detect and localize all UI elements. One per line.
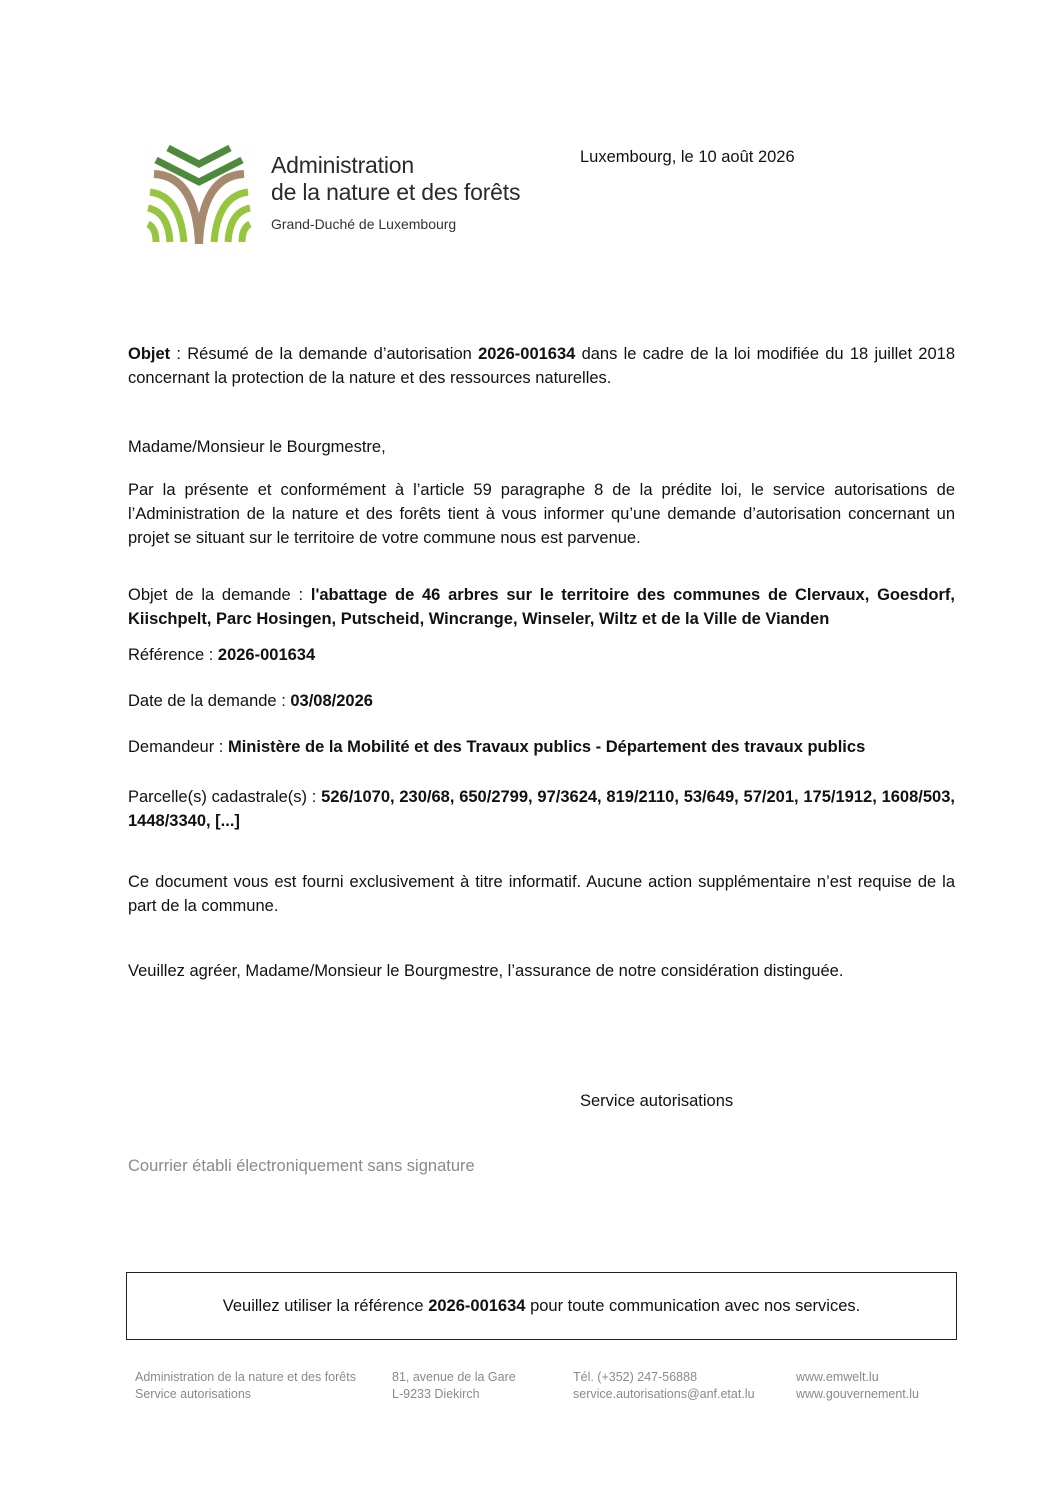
footer-org-name: Administration de la nature et des forêts bbox=[135, 1370, 356, 1384]
footer-link-gouvernement[interactable]: www.gouvernement.lu bbox=[796, 1387, 919, 1401]
logo-line-2: de la nature et des forêts bbox=[271, 179, 521, 205]
detail-reference-value: 2026-001634 bbox=[217, 646, 316, 664]
subject-label: Objet bbox=[128, 345, 171, 363]
logo-line-1: Administration bbox=[271, 152, 414, 178]
subject-text-after: dans le cadre de la loi modifiée du 18 juillet 2018 concernant la protection de la nature et des ressources naturelles. bbox=[128, 345, 955, 387]
detail-object-label: Objet de la demande : bbox=[128, 586, 311, 604]
subject-text-before: Résumé de la demande d’autorisation bbox=[187, 345, 479, 363]
footer-link-emwelt[interactable]: www.emwelt.lu bbox=[796, 1370, 879, 1384]
reference-box-ref: 2026-001634 bbox=[428, 1296, 526, 1315]
subject-ref: 2026-001634 bbox=[478, 345, 576, 363]
footer-address-city: L-9233 Diekirch bbox=[392, 1387, 480, 1401]
logo-line-3: Grand-Duché de Luxembourg bbox=[271, 216, 457, 232]
detail-applicant-label: Demandeur : bbox=[128, 738, 228, 756]
detail-parcels-label: Parcelle(s) cadastrale(s) : bbox=[128, 788, 322, 806]
detail-parcels-value: 526/1070, 230/68, 650/2799, 97/3624, 819/2110, 53/649, 57/201, 175/1912, 1608/503, 1448/3340, [...] bbox=[128, 788, 955, 830]
detail-applicant-value: Ministère de la Mobilité et des Travaux publics - Département des travaux publics bbox=[227, 738, 866, 756]
reference-box-before: Veuillez utiliser la référence bbox=[222, 1296, 424, 1315]
detail-object bbox=[128, 583, 955, 631]
detail-date bbox=[128, 689, 955, 713]
footer-org-service: Service autorisations bbox=[135, 1387, 252, 1401]
reference-box bbox=[126, 1272, 957, 1340]
footer-col-address bbox=[392, 1369, 516, 1403]
detail-object-value: l'abattage de 46 arbres sur le territoire des communes de Clervaux, Goesdorf, Kiischpelt, Parc Hosingen, Putscheid, Wincrange, Winseler, Wiltz et de la Ville de Vianden bbox=[128, 586, 955, 628]
footer-col-web bbox=[796, 1369, 919, 1403]
footer-col-contact bbox=[573, 1369, 755, 1403]
logo-wordmark bbox=[271, 152, 520, 234]
intro-paragraph: Par la présente et conformément à l’article 59 paragraphe 8 de la prédite loi, le service autorisations de l’Administration de la nature et des forêts tient à vous informer qu’une demande d’autorisation concernant un projet se situant sur le territoire de votre commune nous est parvenue. bbox=[128, 481, 955, 547]
salutation: Madame/Monsieur le Bourgmestre, bbox=[128, 438, 386, 456]
detail-reference-label: Référence : bbox=[128, 646, 218, 664]
detail-date-value: 03/08/2026 bbox=[290, 692, 373, 710]
detail-date-label: Date de la demande : bbox=[128, 692, 291, 710]
closing-paragraph: Veuillez agréer, Madame/Monsieur le Bourgmestre, l’assurance de notre considération distinguée. bbox=[128, 962, 844, 980]
detail-reference bbox=[128, 643, 955, 667]
footer-phone: Tél. (+352) 247-56888 bbox=[573, 1370, 698, 1384]
electronic-note: Courrier établi électroniquement sans signature bbox=[128, 1157, 475, 1175]
reference-box-after: pour toute communication avec nos services. bbox=[530, 1296, 861, 1315]
anf-logo-icon bbox=[146, 140, 252, 244]
signature-service: Service autorisations bbox=[580, 1092, 734, 1110]
info-paragraph: Ce document vous est fourni exclusivement à titre informatif. Aucune action supplémentaire n’est requise de la part de la commune. bbox=[128, 873, 955, 915]
detail-parcels bbox=[128, 785, 955, 833]
subject-paragraph: Objet : Résumé de la demande d’autorisation 2026-001634 dans le cadre de la loi modifiée du 18 juillet 2018 concernant la protection de la nature et des ressources naturelles. bbox=[128, 345, 955, 387]
letter-date: Luxembourg, le 10 août 2026 bbox=[580, 148, 795, 166]
detail-applicant bbox=[128, 735, 955, 759]
footer-address-street: 81, avenue de la Gare bbox=[392, 1370, 516, 1384]
footer-col-organisation bbox=[135, 1369, 356, 1403]
footer-email[interactable]: service.autorisations@anf.etat.lu bbox=[573, 1387, 755, 1401]
